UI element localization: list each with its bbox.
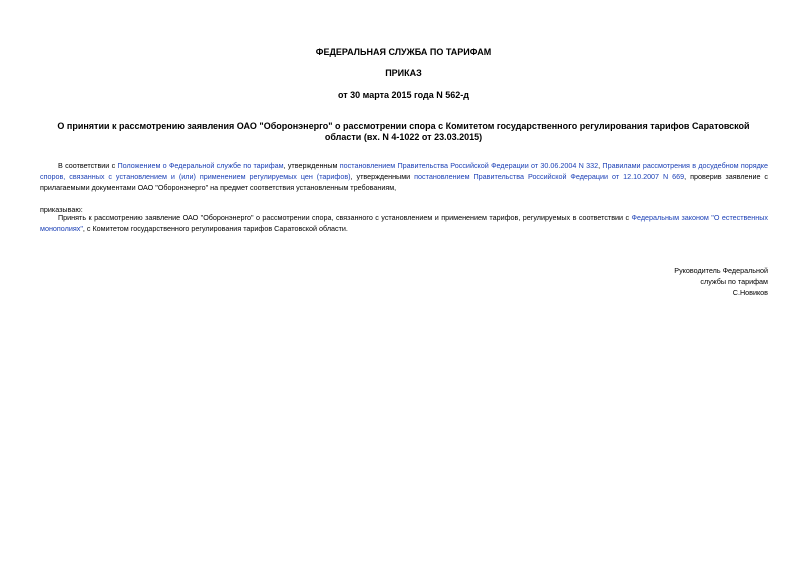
signature-position-line2: службы по тарифам	[700, 277, 768, 286]
preamble-text-2: , утвержденным	[283, 161, 340, 170]
preamble-text-5: , проверив заявление с прилагаемыми документами ОАО "Оборонэнерго" на предмет соответствия установленным требованиям,	[40, 172, 769, 192]
preamble-text-3: ,	[598, 161, 603, 170]
preamble-text-4: , утвержденными	[350, 172, 415, 181]
link-decree-669[interactable]: постановлением Правительства Российской Федерации от 12.10.2007 N 669	[414, 172, 685, 181]
link-fts-regulation[interactable]: Положением о Федеральной службе по тарифам	[117, 161, 284, 170]
order-text-1: Принять к рассмотрению заявление ОАО "Оборонэнерго" о рассмотрении спора, связанного с установлением и применением тарифов, регулируемых в соответствии с	[58, 213, 632, 222]
document-type-heading: ПРИКАЗ	[385, 68, 422, 78]
document-title: О принятии к рассмотрению заявления ОАО "Оборонэнерго" о рассмотрении спора с Комитетом государственного регулирования тарифов Саратовской области (вх. N 4-1022 от 23.03.2015)	[57, 121, 750, 142]
link-dispute-rules[interactable]: Правилами рассмотрения в досудебном порядке споров, связанных с установлением и (или) применением регулируемых цен (тарифов)	[40, 161, 768, 181]
link-natural-monopolies-law[interactable]: Федеральным законом "О естественных монополиях"	[40, 213, 768, 233]
organization-heading: ФЕДЕРАЛЬНАЯ СЛУЖБА ПО ТАРИФАМ	[315, 47, 492, 57]
signature-position-line1: Руководитель Федеральной	[674, 266, 768, 275]
order-text-2: , с Комитетом государственного регулирования тарифов Саратовской области.	[82, 224, 348, 233]
signature-name: С.Новиков	[732, 288, 768, 297]
document-date-number: от 30 марта 2015 года N 562-д	[337, 90, 469, 100]
order-paragraph	[40, 212, 768, 234]
order-word: приказываю:	[40, 205, 83, 214]
preamble-paragraph	[40, 160, 768, 193]
preamble-text-1: В соответствии с	[58, 161, 118, 170]
link-decree-332[interactable]: постановлением Правительства Российской Федерации от 30.06.2004 N 332	[339, 161, 599, 170]
